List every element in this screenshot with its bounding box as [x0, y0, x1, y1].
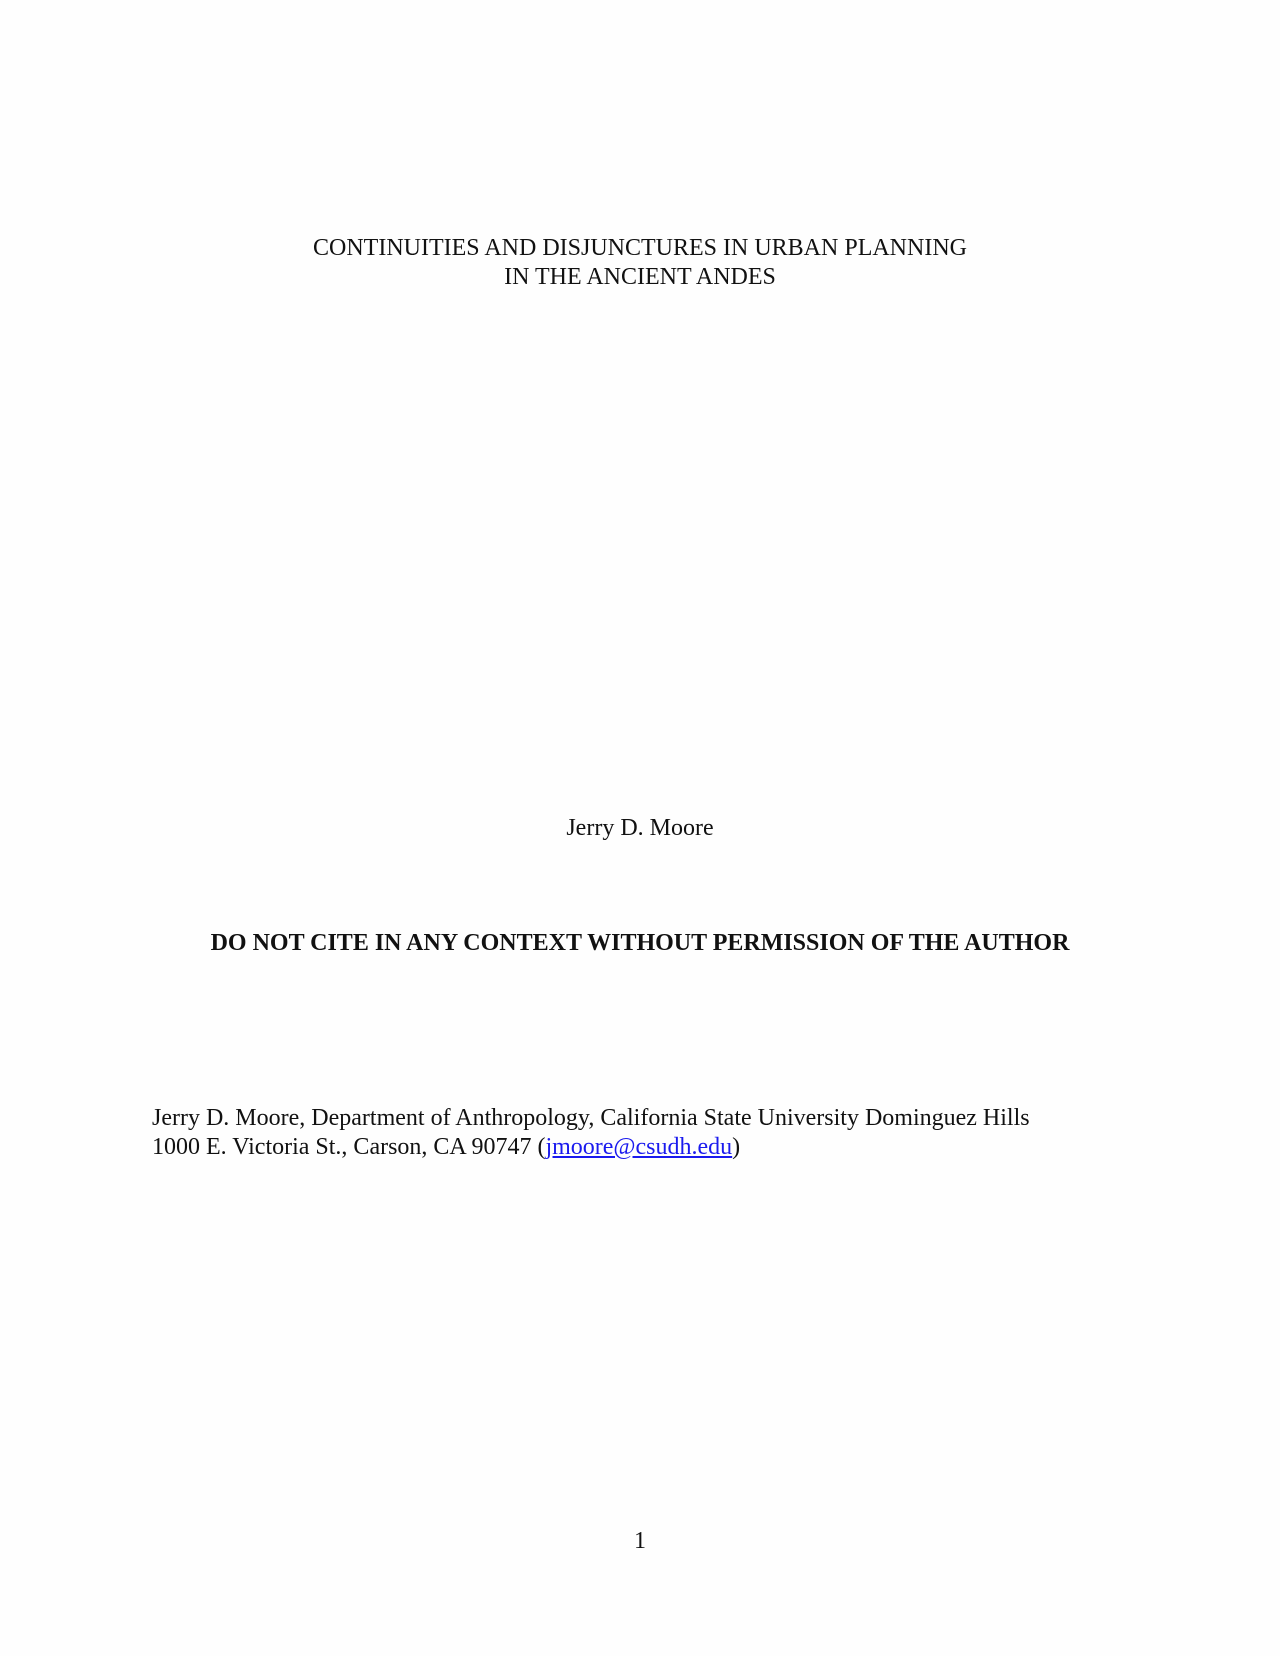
title-line-2: IN THE ANCIENT ANDES [504, 264, 776, 290]
email-link[interactable]: jmoore@csudh.edu [545, 1134, 733, 1160]
citation-warning: DO NOT CITE IN ANY CONTEXT WITHOUT PERMISSION OF THE AUTHOR [210, 930, 1070, 956]
address-closing-paren: ) [732, 1134, 741, 1160]
title-line-1: CONTINUITIES AND DISJUNCTURES IN URBAN PLANNING [313, 235, 967, 261]
affiliation-line-1: Jerry D. Moore, Department of Anthropology, California State University Dominguez Hills [152, 1105, 1030, 1131]
address-text: 1000 E. Victoria St., Carson, CA 90747 ( [152, 1134, 546, 1160]
document-title [0, 234, 1280, 292]
page-number: 1 [634, 1528, 646, 1554]
affiliation-line-2 [152, 1133, 1152, 1162]
author-affiliation [152, 1104, 1152, 1162]
author-name: Jerry D. Moore [566, 815, 714, 841]
